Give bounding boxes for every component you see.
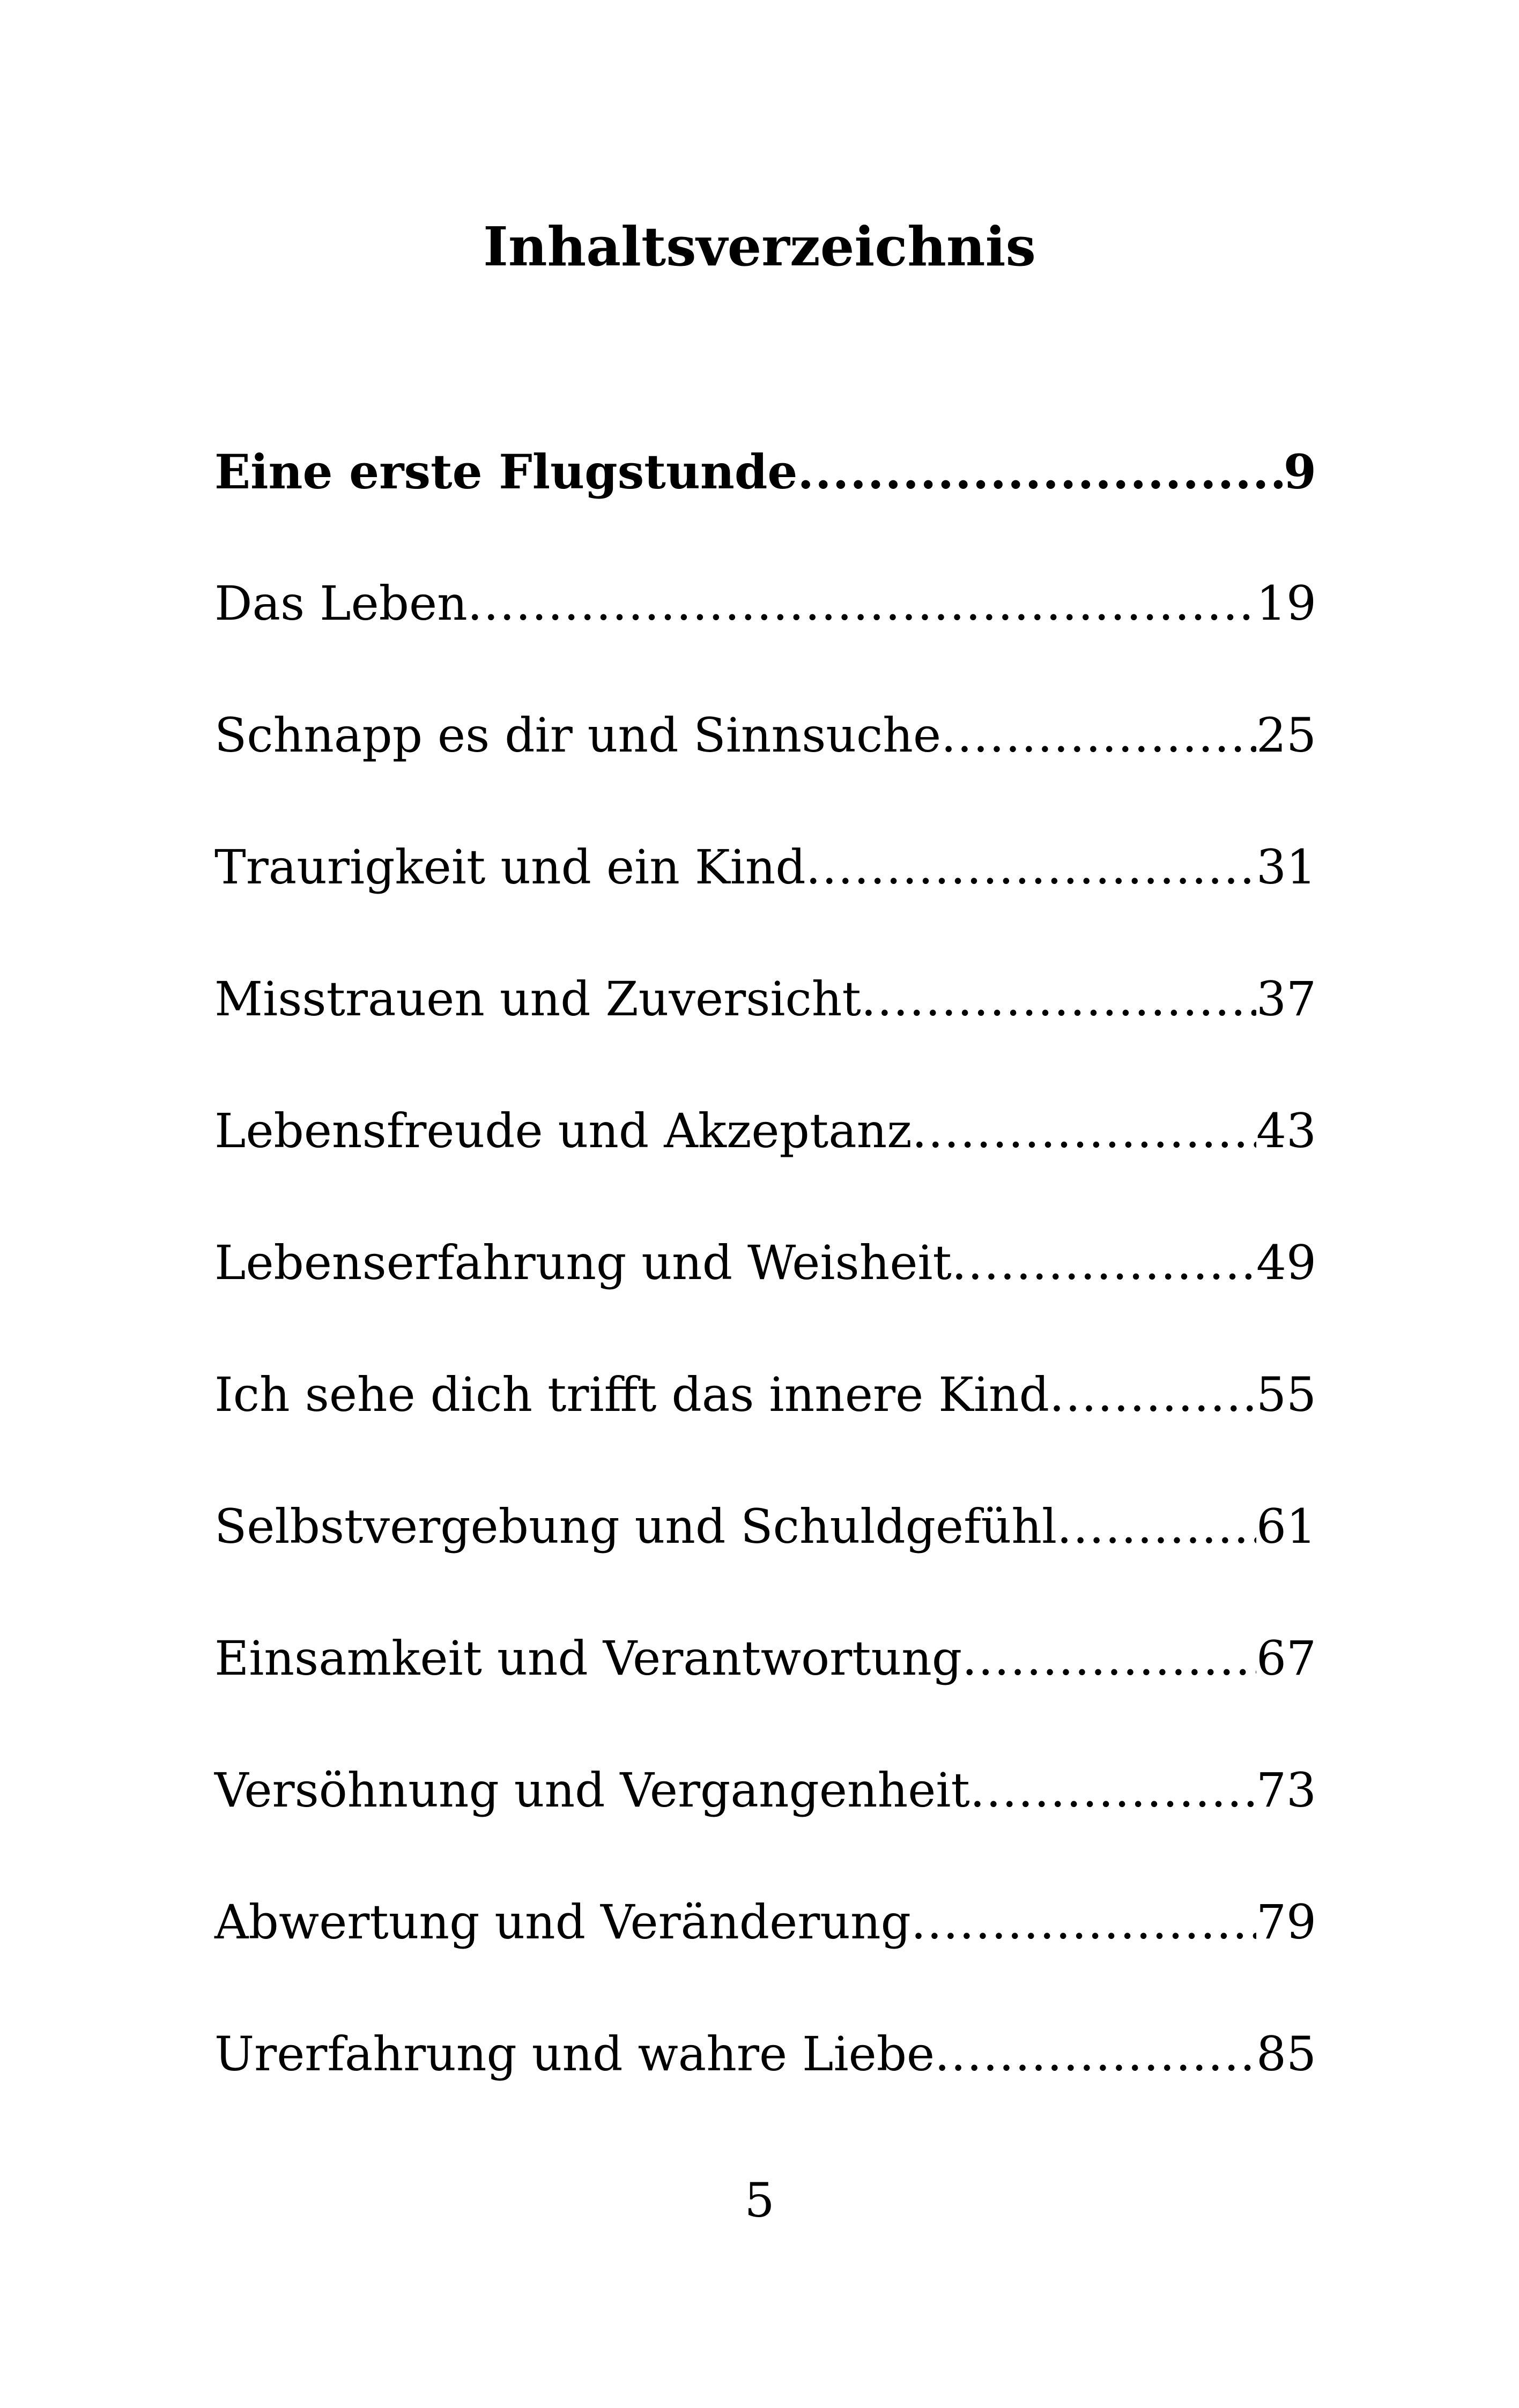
- toc-entry-page: 79: [1256, 1894, 1316, 1950]
- toc-entry: [214, 569, 1316, 701]
- toc-dot-leader: [962, 1624, 1256, 1693]
- toc-entry: [214, 701, 1316, 833]
- toc-entry: [214, 1360, 1316, 1492]
- toc-dot-leader: [806, 833, 1256, 902]
- toc-entry-page: 25: [1256, 708, 1316, 763]
- toc-entry-label: Urerfahrung und wahre Liebe: [214, 2026, 935, 2082]
- toc-entry: [214, 1887, 1316, 2019]
- toc-entry-label: Misstrauen und Zuversicht: [214, 971, 861, 1027]
- toc-entry-page: 55: [1256, 1367, 1316, 1422]
- toc-entry-label: Lebensfreude und Akzeptanz: [214, 1103, 912, 1158]
- toc-dot-leader: [861, 964, 1256, 1034]
- toc-entry-page: 9: [1283, 444, 1316, 500]
- toc-dot-leader: [468, 569, 1256, 638]
- toc-dot-leader: [952, 1228, 1256, 1298]
- page-title: Inhaltsverzeichnis: [483, 215, 1036, 278]
- toc-entry: [214, 964, 1316, 1096]
- toc-entry: [214, 1492, 1316, 1624]
- toc-entry: [214, 437, 1316, 569]
- toc-dot-leader: [935, 2019, 1256, 2089]
- toc-entry-label: Das Leben: [214, 576, 468, 631]
- table-of-contents: [214, 437, 1316, 2151]
- toc-dot-leader: [912, 1096, 1256, 1166]
- page-number: 5: [744, 2173, 775, 2228]
- toc-entry-label: Abwertung und Veränderung: [214, 1894, 911, 1950]
- toc-entry: [214, 2019, 1316, 2151]
- toc-dot-leader: [970, 1756, 1256, 1825]
- toc-entry-label: Traurigkeit und ein Kind: [214, 839, 806, 895]
- toc-entry-label: Schnapp es dir und Sinnsuche: [214, 708, 942, 763]
- toc-entry: [214, 1756, 1316, 1887]
- toc-dot-leader: [941, 701, 1256, 770]
- toc-entry: [214, 1228, 1316, 1360]
- toc-entry-page: 19: [1256, 576, 1316, 631]
- toc-entry-label: Eine erste Flugstunde: [214, 444, 798, 500]
- toc-entry-label: Einsamkeit und Verantwortung: [214, 1631, 962, 1686]
- toc-dot-leader: [911, 1887, 1256, 1957]
- toc-entry-label: Lebenserfahrung und Weisheit: [214, 1235, 952, 1290]
- toc-entry-page: 73: [1256, 1763, 1316, 1818]
- toc-entry-page: 49: [1256, 1235, 1316, 1290]
- toc-entry-page: 67: [1256, 1631, 1316, 1686]
- toc-entry-page: 43: [1256, 1103, 1316, 1158]
- toc-entry-label: Ich sehe dich trifft das innere Kind: [214, 1367, 1050, 1422]
- toc-entry-page: 31: [1256, 839, 1316, 895]
- toc-entry-label: Selbstvergebung und Schuldgefühl: [214, 1499, 1057, 1554]
- toc-entry-page: 85: [1256, 2026, 1316, 2082]
- toc-dot-leader: [1057, 1492, 1256, 1562]
- toc-entry-label: Versöhnung und Vergangenheit: [214, 1763, 970, 1818]
- toc-dot-leader: [797, 437, 1283, 507]
- toc-entry: [214, 833, 1316, 964]
- toc-entry: [214, 1096, 1316, 1228]
- toc-entry-page: 61: [1256, 1499, 1316, 1554]
- toc-entry: [214, 1624, 1316, 1756]
- toc-dot-leader: [1049, 1360, 1256, 1430]
- toc-entry-page: 37: [1256, 971, 1316, 1027]
